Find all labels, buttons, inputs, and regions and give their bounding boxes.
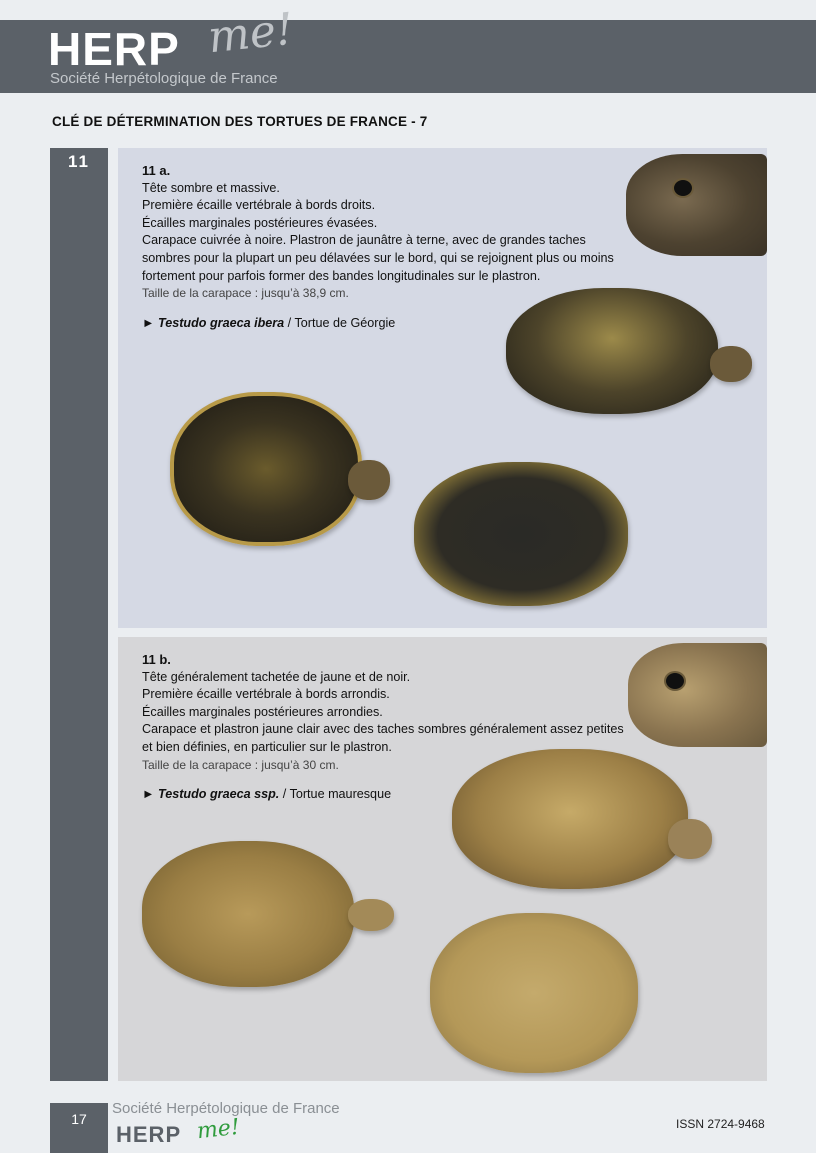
issn: ISSN 2724-9468 [676,1117,765,1131]
species-latin: Testudo graeca ssp. [157,787,280,802]
footer-logo-me: me! [195,1114,241,1145]
page-number: 17 [71,1111,87,1127]
tortoise-plastron-photo [414,462,628,606]
tortoise-head-photo [710,346,752,382]
entry-heading: 11 a. [142,163,171,178]
tortoise-head-photo [348,899,394,931]
tortoise-head-photo [628,643,767,747]
page-number-box [50,1103,108,1153]
logo-herp: HERP [48,23,180,75]
tortoise-eye [672,178,694,198]
entry-line: Première écaille vertébrale à bords arrondis. [142,687,390,702]
entry-line: Carapace et plastron jaune clair avec des taches sombres généralement assez petites et bien définies, en particulier sur le plastron. [142,722,624,754]
entry-heading: 11 b. [142,652,171,667]
footer-logo-herp: HERP [116,1122,182,1147]
species-latin: Testudo graeca ibera [157,315,285,330]
section-sidebar [50,148,108,1081]
entry-11b-panel [118,637,767,1081]
tortoise-side-photo [506,288,718,414]
species-common: / Tortue mauresque [279,787,392,802]
tortoise-head-photo [668,819,712,859]
tortoise-carapace-photo [142,841,354,987]
tortoise-plastron-photo [430,913,638,1073]
entry-line: Carapace cuivrée à noire. Plastron de jaunâtre à terne, avec de grandes taches sombres pour la plupart un peu délavées sur le bord, qui se rejoignent plus ou moins fortement pour parfois former des bandes longitudinales sur le plastron. [142,233,614,283]
tortoise-head-photo [626,154,767,256]
header-subtitle: Société Herpétologique de France [50,70,278,87]
carapace-size: Taille de la carapace : jusqu’à 30 cm. [142,757,339,772]
header-band [0,3,816,93]
arrow-icon: ► [142,315,155,330]
entry-line: Écailles marginales postérieures évasées. [142,215,378,230]
arrow-icon: ► [142,787,155,802]
footer-society: Société Herpétologique de France [112,1100,340,1117]
entry-line: Première écaille vertébrale à bords droits. [142,198,376,213]
species-common: / Tortue de Géorgie [284,315,396,330]
page-title: CLÉ DE DÉTERMINATION DES TORTUES DE FRANCE - 7 [52,114,428,129]
tortoise-eye [664,671,686,691]
entry-11a-panel [118,148,767,628]
tortoise-side-photo [452,749,688,889]
section-number: 11 [68,152,90,171]
logo-me: me! [205,3,296,64]
entry-line: Écailles marginales postérieures arrondies. [142,704,383,719]
entry-line: Tête généralement tachetée de jaune et de noir. [142,669,411,684]
tortoise-carapace-photo [170,392,362,546]
tortoise-head-photo [348,460,390,500]
entry-line: Tête sombre et massive. [142,180,280,195]
carapace-size: Taille de la carapace : jusqu’à 38,9 cm. [142,286,349,301]
